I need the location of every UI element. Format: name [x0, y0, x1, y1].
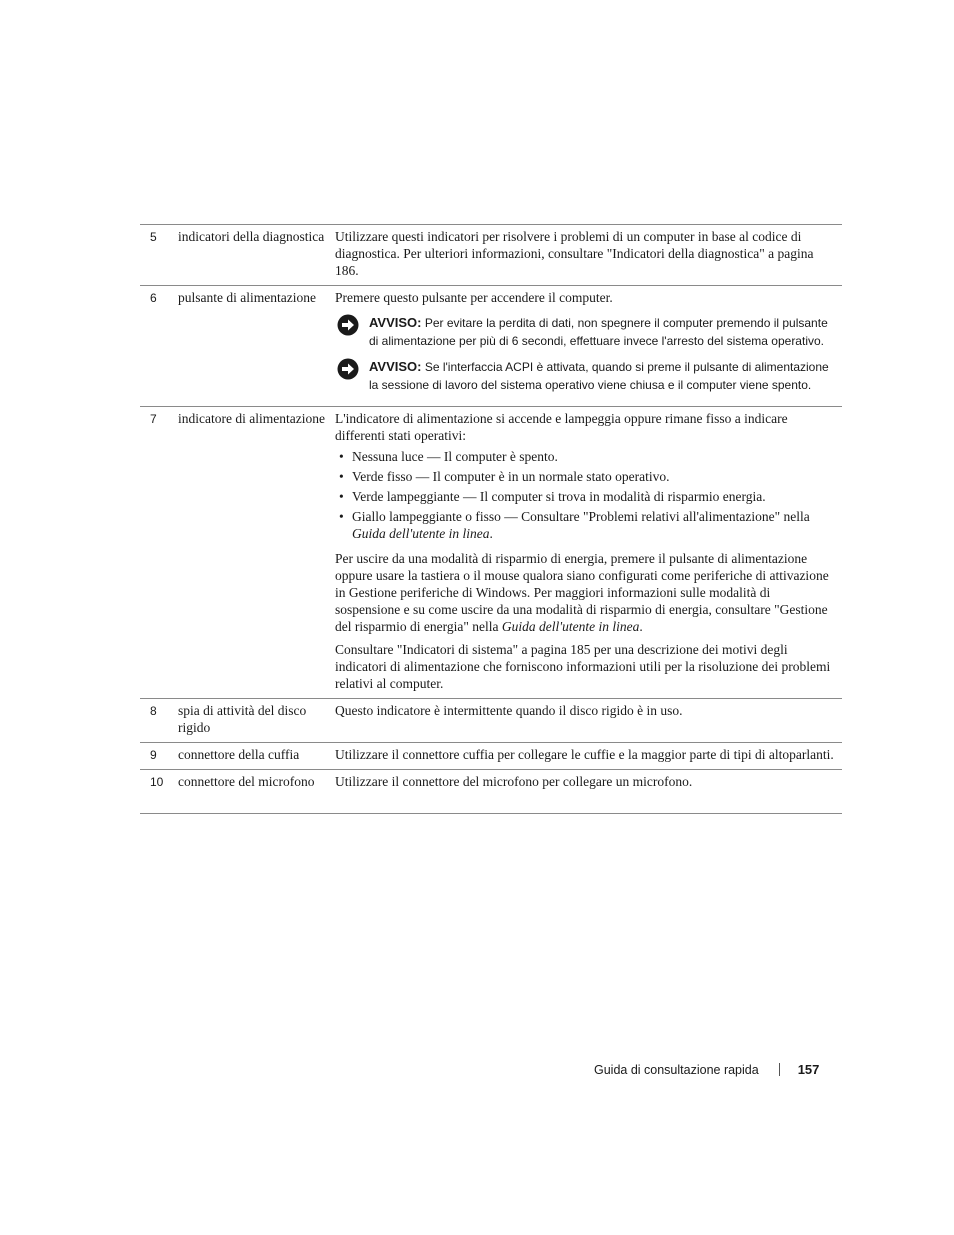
row-number: 8 [150, 704, 157, 718]
list-item-text: Giallo lampeggiante o fisso — Consultare "Problemi relativi all'alimentazione" nella [352, 509, 810, 524]
page-number: 157 [797, 1062, 820, 1077]
list-item-end: . [489, 526, 493, 541]
row-number: 7 [150, 412, 157, 426]
paragraph-end: . [639, 619, 643, 634]
footer-title: Guida di consultazione rapida [594, 1062, 759, 1077]
feature-name: indicatore di alimentazione [178, 411, 325, 426]
list-item [335, 508, 838, 542]
feature-name: connettore della cuffia [178, 747, 300, 762]
description-text: Questo indicatore è intermittente quando il disco rigido è in uso. [335, 703, 683, 718]
table-row [140, 699, 842, 743]
feature-table [140, 224, 842, 814]
page-footer [594, 1062, 819, 1077]
row-number: 9 [150, 748, 157, 762]
notice-label: AVVISO: [369, 359, 422, 374]
feature-description [335, 702, 838, 736]
description-text: Utilizzare questi indicatori per risolvere i problemi di un computer in base al codice di diagnostica. Per ulteriori informazioni, consultare "Indicatori della diagnostica" a pagina 186. [335, 229, 814, 278]
feature-name: spia di attività del disco rigido [178, 703, 307, 735]
row-number: 5 [150, 230, 157, 244]
table-row [140, 407, 842, 699]
guide-reference: Guida dell'utente in linea [501, 619, 640, 634]
table-row [140, 286, 842, 407]
feature-description [335, 228, 838, 279]
list-item: • Verde fisso — Il computer è in un normale stato operativo. [335, 468, 838, 485]
feature-description [335, 773, 838, 807]
notice-arrow-icon [337, 358, 359, 380]
notice-text: Per evitare la perdita di dati, non spegnere il computer premendo il pulsante di alimentazione per più di 6 secondi, effettuare invece l'arresto del sistema operativo. [369, 316, 828, 348]
feature-description [335, 410, 838, 692]
feature-name: indicatori della diagnostica [178, 229, 325, 244]
status-list [335, 448, 838, 542]
description-text: Utilizzare il connettore del microfono per collegare un microfono. [335, 774, 693, 789]
description-text: Premere questo pulsante per accendere il computer. [335, 290, 613, 305]
list-item: • Verde lampeggiante — Il computer si trova in modalità di risparmio energia. [335, 488, 838, 505]
description-text: L'indicatore di alimentazione si accende e lampeggia oppure rimane fisso a indicare differenti stati operativi: [335, 411, 788, 443]
row-number: 10 [150, 775, 164, 789]
row-number: 6 [150, 291, 157, 305]
notice-label: AVVISO: [369, 315, 422, 330]
feature-description [335, 289, 838, 394]
table-row [140, 770, 842, 814]
notice-arrow-icon [337, 314, 359, 336]
table-row [140, 225, 842, 286]
list-item: • Nessuna luce — Il computer è spento. [335, 448, 838, 465]
table-row [140, 743, 842, 770]
notice-block [335, 314, 838, 350]
notice-text: Se l'interfaccia ACPI è attivata, quando si preme il pulsante di alimentazione la sessione di lavoro del sistema operativo viene chiusa e il computer viene spento. [369, 360, 829, 392]
feature-name: pulsante di alimentazione [178, 290, 316, 305]
paragraph-text: Per uscire da una modalità di risparmio di energia, premere il pulsante di alimentazione oppure usare la tastiera o il mouse qualora siano configurati come periferiche di attivazione in Gestione periferiche di Windows. Per maggiori informazioni sulle modalità di sospensione e su come uscire da una modalità di risparmio di energia, consultare "Gestione del risparmio di energia" nella [335, 551, 829, 634]
description-paragraph [335, 550, 838, 635]
description-paragraph: Consultare "Indicatori di sistema" a pagina 185 per una descrizione dei motivi degli indicatori di alimentazione che forniscono informazioni utili per la risoluzione dei problemi relativi al computer. [335, 642, 831, 691]
notice-block [335, 358, 838, 394]
feature-description [335, 746, 838, 763]
description-text: Utilizzare il connettore cuffia per collegare le cuffie e la maggior parte di tipi di altoparlanti. [335, 747, 834, 762]
feature-name: connettore del microfono [178, 774, 315, 789]
footer-divider [779, 1063, 780, 1076]
guide-reference: Guida dell'utente in linea [352, 526, 490, 541]
